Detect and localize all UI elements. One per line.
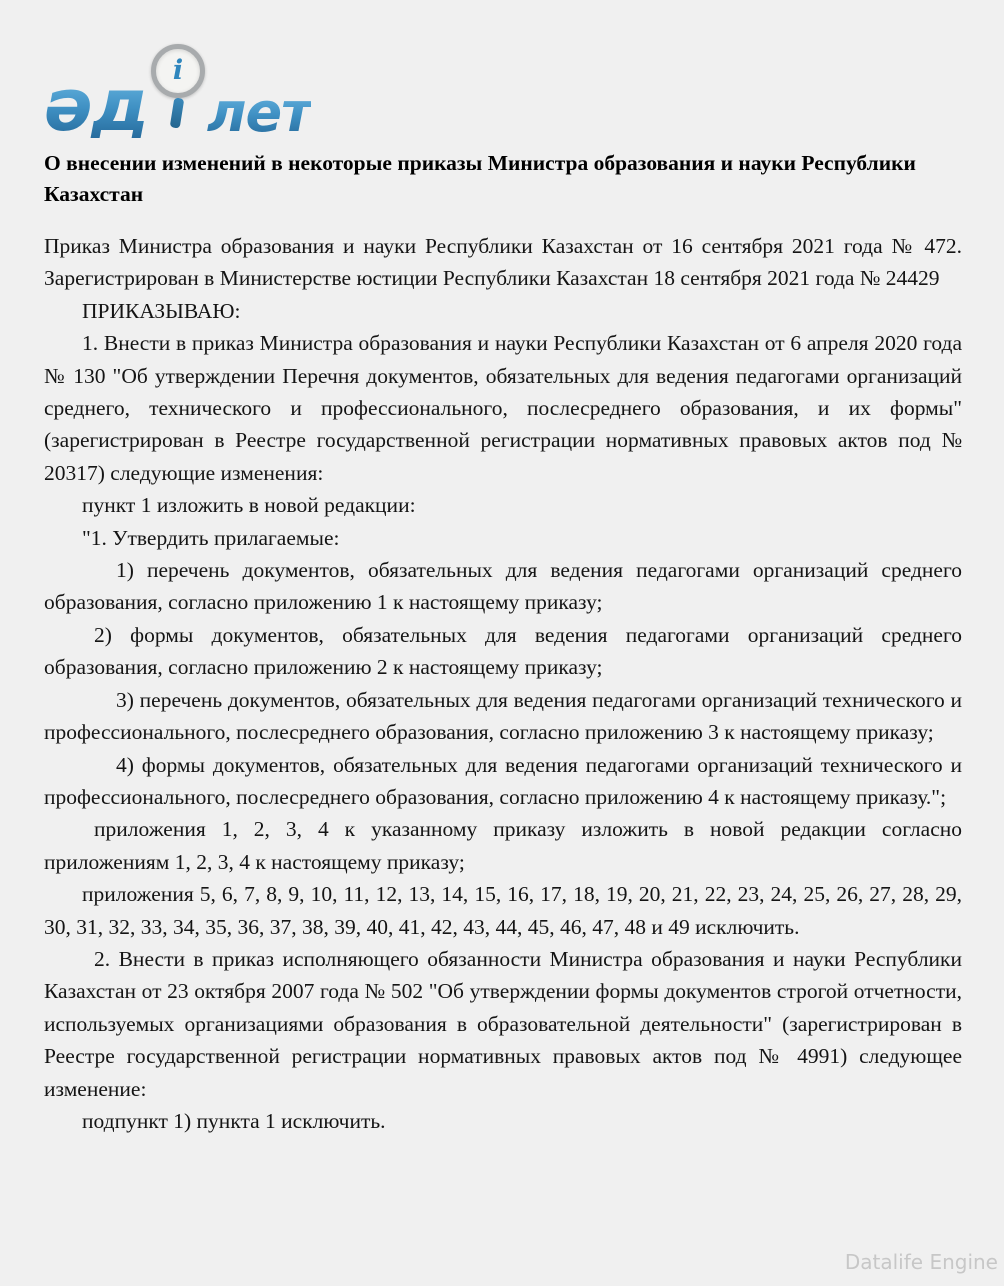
logo-text-after: лет (206, 80, 312, 144)
document-title: О внесении изменений в некоторые приказы Министра образования и науки Республики Казахстан (44, 151, 916, 206)
paragraph-subitem-3: 3) перечень документов, обязательных для ведения педагогами организаций технического и профессионального, послесреднего образования, согласно приложению 3 к настоящему приказу; (44, 687, 962, 745)
paragraph-punkt-1: пункт 1 изложить в новой редакции: (82, 493, 416, 518)
paragraph-subitem-2: 2) формы документов, обязательных для ведения педагогами организаций среднего образования, согласно приложению 2 к настоящему приказу; (44, 622, 962, 680)
paragraph-subitem-1: 1) перечень документов, обязательных для ведения педагогами организаций среднего образования, согласно приложению 1 к настоящему приказу; (44, 558, 962, 615)
paragraph-order-info: Приказ Министра образования и науки Республики Казахстан от 16 сентября 2021 года № 472. Зарегистрирован в Министерстве юстиции Республики Казахстан 18 сентября 2021 года № 24429 (44, 234, 962, 291)
magnifier-letter: і (172, 54, 184, 86)
paragraph-annexes-new: приложения 1, 2, 3, 4 к указанному приказу изложить в новой редакции согласно приложениям 1, 2, 3, 4 к настоящему приказу; (44, 817, 962, 874)
magnifier-handle (170, 97, 185, 128)
paragraph-prikazyvayu: ПРИКАЗЫВАЮ: (82, 298, 241, 323)
magnifier-lens (151, 44, 205, 98)
paragraph-subpunkt-exclude: подпункт 1) пункта 1 исключить. (82, 1108, 386, 1133)
paragraph-item-1: 1. Внести в приказ Министра образования и науки Республики Казахстан от 6 апреля 2020 года № 130 "Об утверждении Перечня документов, обязательных для ведения педагогами организаций среднего, технического и профессионального, послесреднего образования, и их формы" (зарегистрирован в Реестре государственной регистрации нормативных правовых актов под № 20317) следующие изменения: (44, 331, 962, 485)
logo-text-before: әд (44, 62, 147, 147)
paragraph-annexes-exclude: приложения 5, 6, 7, 8, 9, 10, 11, 12, 13, 14, 15, 16, 17, 18, 19, 20, 21, 22, 23, 24, 25, 26, 27, 28, 29, 30, 31, 32, 33, 34, 35, 36, 37, 38, 39, 40, 41, 42, 43, 44, 45, 46, 47, 48 и 49 исключить. (44, 882, 962, 939)
paragraph-utverdit: "1. Утвердить прилагаемые: (82, 525, 340, 550)
magnifier-icon (149, 42, 207, 138)
document-body (44, 230, 962, 1137)
paragraph-subitem-4: 4) формы документов, обязательных для ведения педагогами организаций технического и профессионального, послесреднего образования, согласно приложению 4 к настоящему приказу."; (44, 752, 962, 809)
adilet-logo[interactable] (44, 40, 312, 147)
paragraph-item-2: 2. Внести в приказ исполняющего обязанности Министра образования и науки Республики Казахстан от 23 октября 2007 года № 502 "Об утверждении формы документов строгой отчетности, используемых организациями образования в образовательной деятельности" (зарегистрирован в Реестре государственной регистрации нормативных правовых актов под № 4991) следующее изменение: (44, 946, 962, 1101)
datalife-engine-watermark: Datalife Engine (844, 1250, 998, 1274)
